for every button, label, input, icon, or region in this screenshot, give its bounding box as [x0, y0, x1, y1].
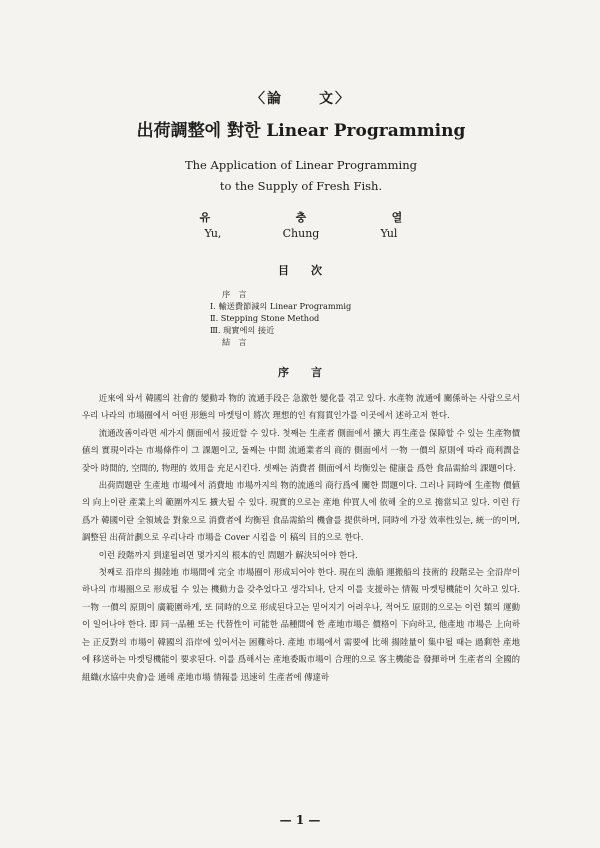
table-of-contents [210, 288, 520, 348]
paragraph: 出荷問題란 生產地 市場에서 消費地 市場까지의 物的流通의 商行爲에 關한 問題이다. 그러나 同時에 生產物 價値의 向上이란 產業上의 範圍까지도 擴大될 수 있다. 現實的으로는 產地 仲買人에 依해 全的으로 擔當되고 있다. 이런 行爲가 韓國이란 全領域을 對象으로 消費者에 均衡된 食品需給의 機會를 提供하며, 同時에 가장 效率性있는, 統一的이며, 調整된 出荷計劃으로 우리나라 市場을 Cover 시킴을 이 稿의 目的으로 한다. [82, 480, 520, 543]
section-heading-part: 序 [278, 366, 291, 379]
korean-title: 出荷調整에 對한 Linear Programming [136, 121, 466, 141]
english-title-line: The Application of Linear Programming [184, 158, 417, 172]
toc-item: Ⅰ. 輸送費節減의 Linear Programmig [210, 301, 352, 311]
section-tag-part: 〈論 [251, 91, 283, 107]
section-heading-intro [82, 364, 520, 380]
author-name-part: Chung [282, 227, 320, 240]
author-korean [82, 209, 520, 225]
author-name-part: 유 [199, 211, 211, 224]
english-title [82, 155, 520, 197]
toc-item: Ⅲ. 現實에의 接近 [210, 325, 275, 335]
paragraph: 流通改善이라면 세가지 側面에서 接近할 수 있다. 첫째는 生產者 側面에서 擴大 再生產을 保障할 수 있는 生產物價値의 實現이라는 市場條件이 그 課題이고, 둘째는 中間 流通業者의 商的 側面에서 一物 一價의 原則에 따라 商利潤을 잦아 時間的, 空間的, 物理的 效用을 充足시킨다. 셋째는 消費者 側面에서 均衡있는 健康을 爲한 食品需給의 課題이다. [82, 427, 520, 473]
author-english [82, 227, 520, 240]
toc-heading-part: 目 [278, 264, 291, 277]
toc-item: Ⅱ. Stepping Stone Method [210, 313, 320, 323]
paragraph: 이런 段階까지 到達될려면 몇가지의 根本的인 問題가 解決되어야 한다. [98, 549, 358, 560]
section-tag [82, 88, 520, 108]
body-text [82, 390, 520, 686]
paragraph: 첫째로 沿岸의 揚陸地 市場間에 完全 市場圈이 形成되어야 한다. 現在의 漁船 運搬船의 技術的 段階로는 全沿岸이 하나의 市場圈으로 形成될 수 있는 機動力을 갖추었다고 생각되나, 단지 이를 支援하는 情報 마켓팅機能이 欠하고 있다. 一物 一價의 原則이 廣範圍하게, 또 同時的으로 形成된다고는 믿어지기 어려우나, 적어도 原則的으로는 이런 類의 運動이 일어나야 한다. 即 同一品種 또는 代替性이 可能한 品種間에 한 產地市場은 價格이 下向하고, 他產地 市場은 上向하는 正反對의 市場이 韓國의 沿岸에 있어서는 困難하다. 產地 市場에서 需要에 比해 揚陸量이 集中될 때는 過剩한 產地에 移送하는 마켓팅機能이 要求된다. 이를 爲해서는 產地委販市場이 合理的으로 客主機能을 發揮하며 生產者의 全國的 組織(水協中央會)을 通해 產地市場 情報를 迅速히 生產者에 傳達하 [82, 567, 520, 682]
author-name-part: Yul [380, 227, 398, 240]
paragraph: 近來에 와서 韓國의 社會的 變動과 物的 流通手段은 急激한 變化를 겪고 있다. 水產物 流通에 關係하는 사람으로서 우리 나라의 市場圈에서 어떤 形態의 마켓팅이 將次 理想的인 有寫貫인가를 이곳에서 述하고저 한다. [82, 393, 520, 421]
section-tag-part: 文〉 [319, 91, 351, 107]
page-number: — 1 — [279, 813, 321, 827]
toc-heading-part: 次 [311, 264, 324, 277]
section-heading-part: 言 [311, 366, 324, 379]
toc-heading [82, 262, 520, 278]
toc-item: 結 言 [222, 337, 247, 347]
author-name-part: Yu, [204, 227, 222, 240]
author-name-part: 충 [295, 211, 307, 224]
author-name-part: 열 [391, 211, 403, 224]
english-title-line: to the Supply of Fresh Fish. [219, 179, 383, 193]
toc-item: 序 言 [222, 289, 247, 299]
